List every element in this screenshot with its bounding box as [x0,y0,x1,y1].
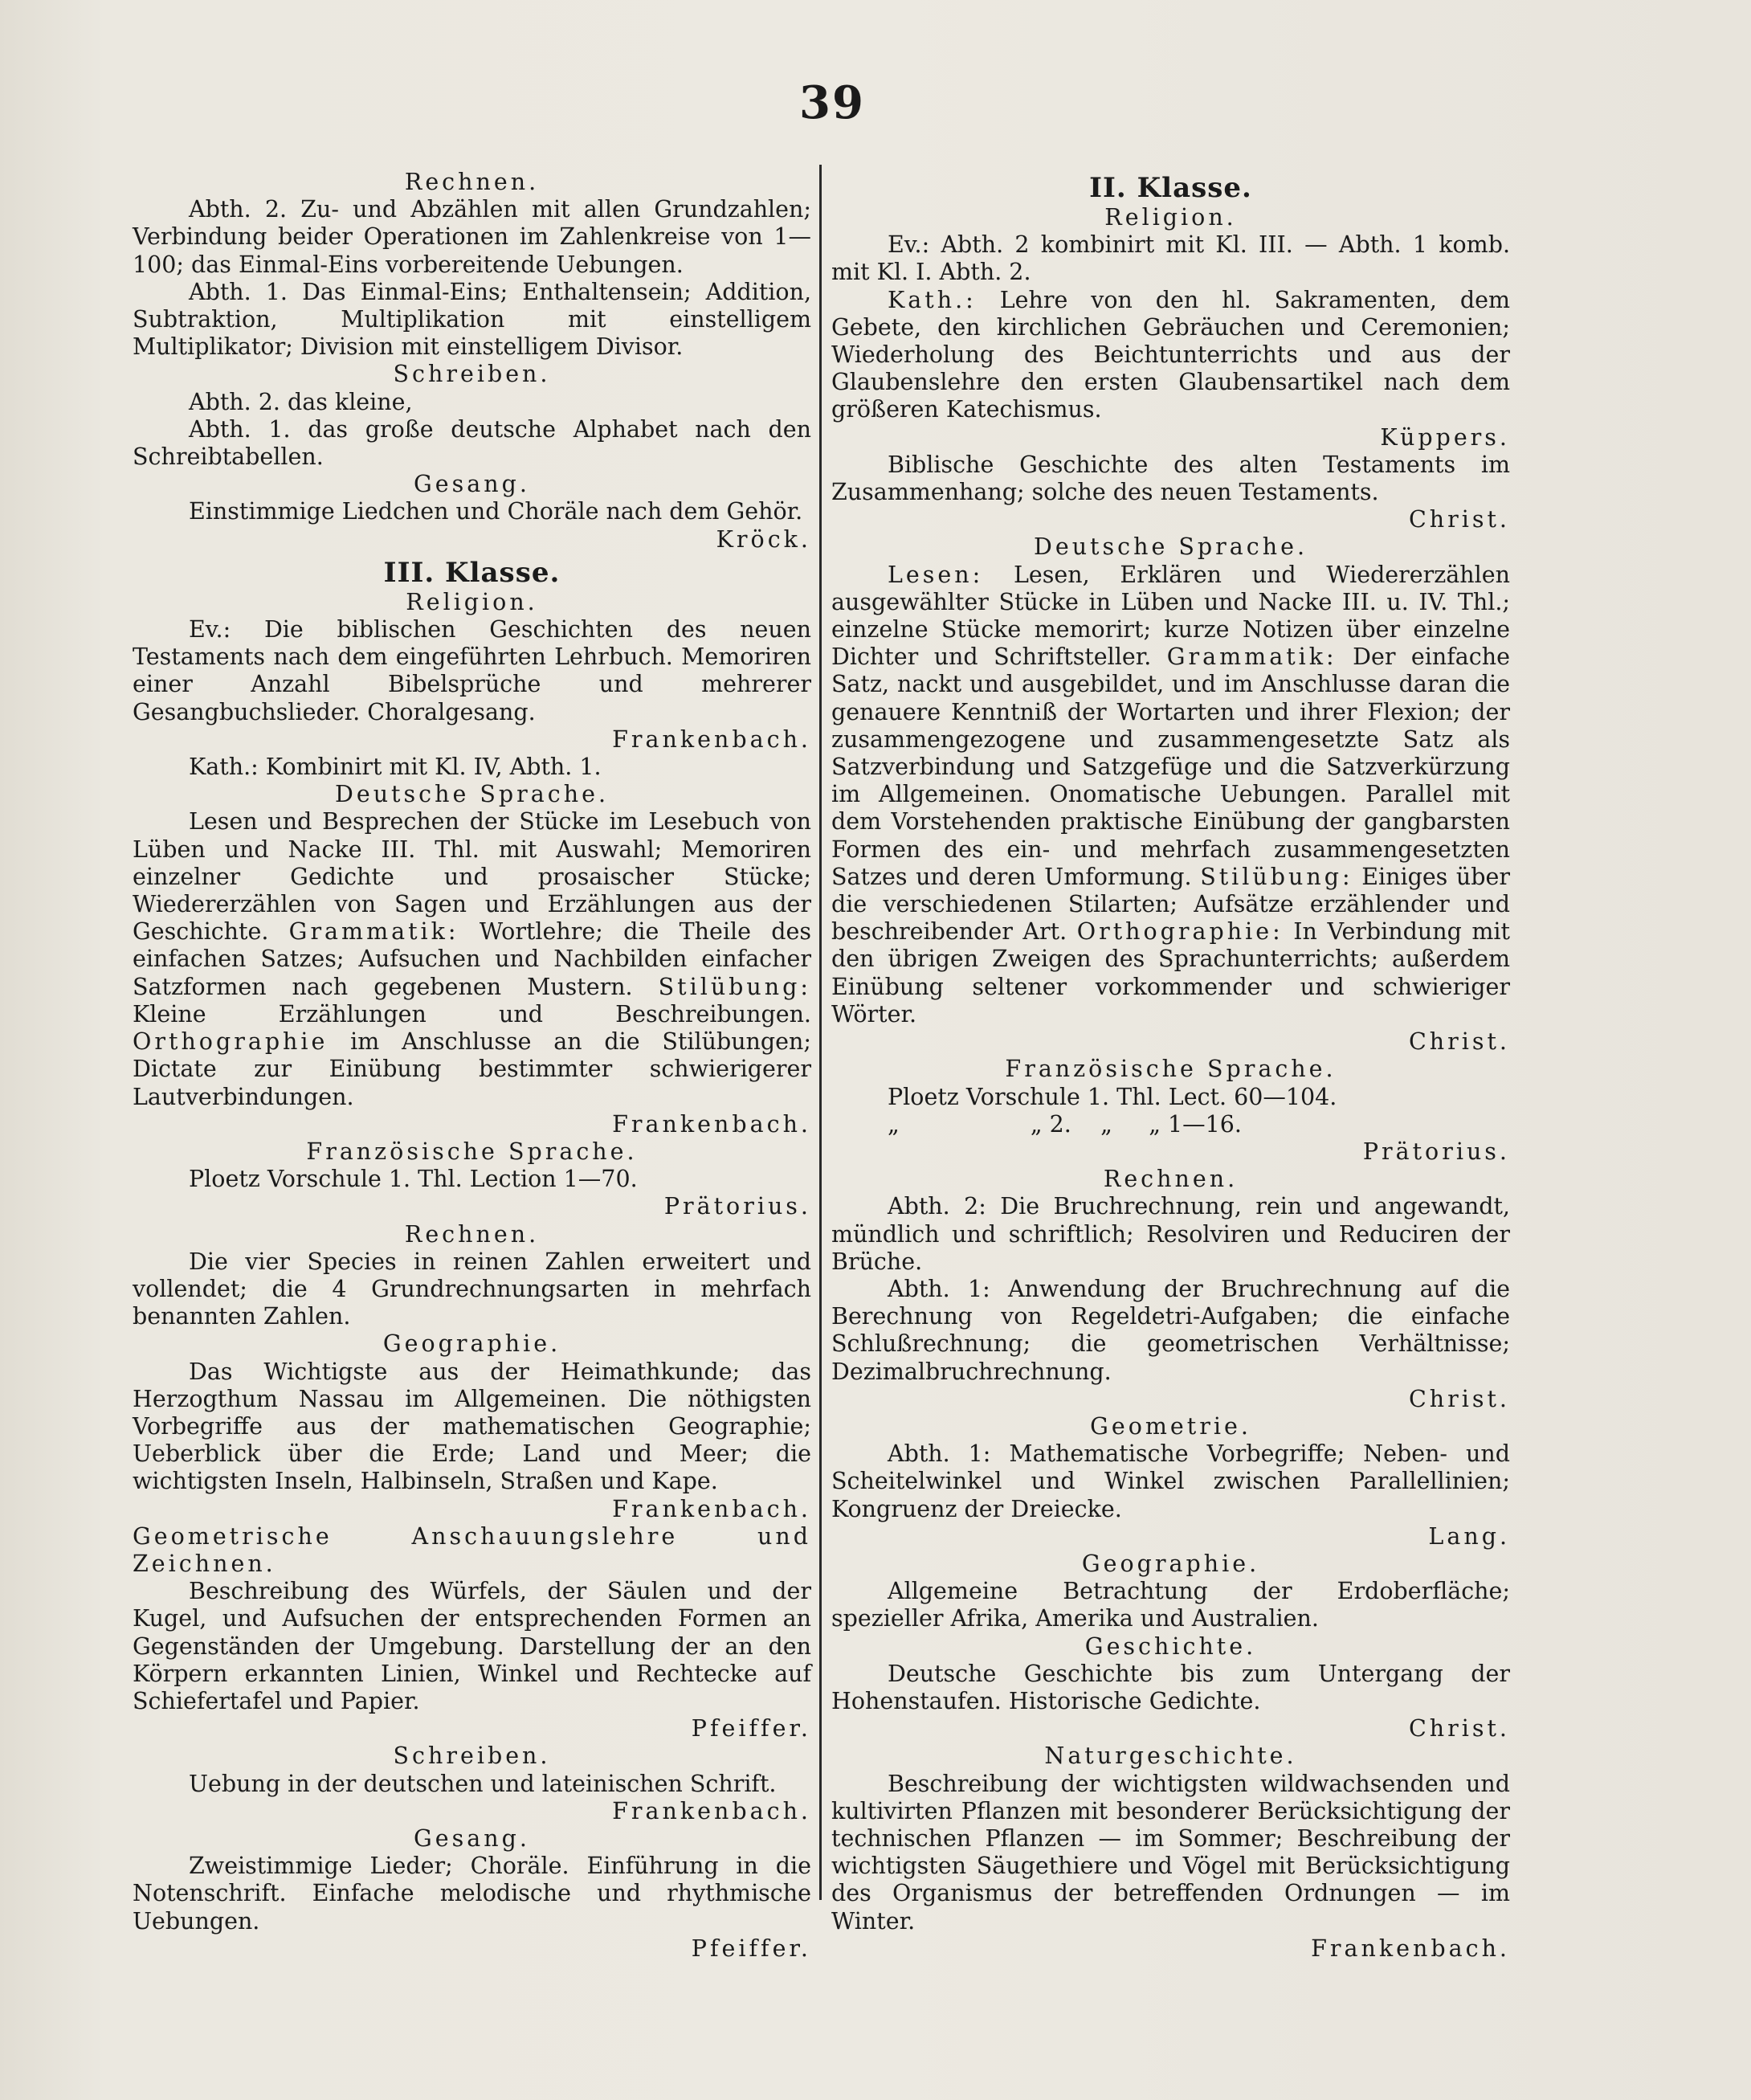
teacher-signature: Lang. [1428,1522,1510,1550]
rechnen-paragraph: Abth. 1. Das Einmal-Eins; Enthaltensein; Addition, Subtraktion, Multiplikation mit einstelligem Multiplikator; Division mit einstelligem Divisor. [133,278,811,361]
deutsch-heading: Deutsche Sprache. [334,781,610,808]
geschichte-paragraph: Deutsche Geschichte bis zum Untergang der Hohenstaufen. Historische Gedichte. [831,1660,1510,1714]
orthographie-text: In Verbindung mit den übrigen Zweigen des Sprachunterrichts; außerdem Einübung seltener vorkommender und schwieriger Wörter. [831,918,1511,1028]
geometrie-heading: Geometrie. [1090,1412,1251,1440]
kath-text: Lehre von den hl. Sakramenten, dem Gebete, den kirchlichen Gebräuchen und Ceremonien; Wiederholung des Beichtunterrichts und aus der Glaubenslehre den ersten Glaubensartikel nach dem größeren Katechismus. [831,286,1511,423]
rechnen-heading: Rechnen. [404,1220,540,1248]
rechnen-paragraph: Die vier Species in reinen Zahlen erweitert und vollendet; die 4 Grundrechnungsarten in mehrfach benannten Zahlen. [133,1248,811,1330]
religion-paragraph: Ev.: Abth. 2 kombinirt mit Kl. III. — Abth. 1 komb. mit Kl. I. Abth. 2. [831,231,1510,286]
deutsch-paragraph [831,562,1510,1028]
teacher-signature: Christ. [1408,1715,1510,1743]
teacher-signature: Christ. [1408,506,1510,533]
orthographie-label: Orthographie: [1076,918,1284,946]
grammatik-text: Wortlehre; die Theile des einfachen Satzes; Aufsuchen und Nachbilden einfacher Satzformen nach gegebenen Mustern. [133,918,811,1000]
religion-paragraph: Ev.: Die biblischen Geschichten des neuen Testaments nach dem eingeführten Lehrbuch. Memoriren einer Anzahl Bibelsprüche und mehrerer Gesangbuchslieder. Choralgesang. [133,616,811,725]
franz-line: Ploetz Vorschule 1. Thl. Lection 1—70. [189,1166,638,1193]
gesang-paragraph: Einstimmige Liedchen und Choräle nach dem Gehör. [189,498,803,525]
grammatik-text: Der einfache Satz, nackt und ausgebildet, und im Anschlusse daran die genauere Kenntniß der Wortarten und ihrer Flexion; der zusammengezogene und zusammengesetzte Satz als Satzverbindung und Satzgefüge und die Satzverkürzung im Allgemeinen. Onomatische Uebungen. Parallel mit dem Vorstehenden praktische Einübung der gangbarsten Formen des ein- und mehrfach zusammengesetzten Satzes und deren Umformung. [831,643,1510,890]
teacher-signature: Prätorius. [1362,1138,1510,1165]
teacher-signature: Frankenbach. [1311,1935,1510,1962]
schreiben-paragraph: Uebung in der deutschen und lateinischen Schrift. [189,1770,777,1797]
teacher-signature: Prätorius. [663,1193,811,1220]
geometrie-paragraph: Beschreibung des Würfels, der Säulen und der Kugel, und Aufsuchen der entsprechenden Formen an Gegenständen der Umgebung. Darstellung der an den Körpern erkannten Linien, Winkel und Rechtecke auf Schiefertafel und Papier. [133,1578,811,1714]
orthographie-label: Orthographie [133,1028,329,1056]
ditto-mark: „ [1100,1110,1112,1138]
teacher-signature: Frankenbach. [612,1495,811,1522]
stiluebung-text: Kleine Erzählungen und Beschreibungen. [133,1000,811,1028]
rechnen-paragraph: Abth. 2: Die Bruchrechnung, rein und angewandt, mündlich und schriftlich; Resolviren und Reduciren der Brüche. [831,1193,1510,1275]
geometrie-paragraph: Abth. 1: Mathematische Vorbegriffe; Neben- und Scheitelwinkel und Winkel zwischen Parallellinien; Kongruenz der Dreiecke. [831,1440,1510,1522]
geographie-paragraph: Das Wichtigste aus der Heimathkunde; das Herzogthum Nassau im Allgemeinen. Die nöthigsten Vorbegriffe aus der mathematischen Geographie; Ueberblick über die Erde; Land und Meer; die wichtigsten Inseln, Halbinseln, Straßen und Kape. [133,1358,811,1495]
gesang-heading: Gesang. [414,471,530,498]
franz-heading: Französische Sprache. [1005,1056,1337,1083]
ditto-text: „ 2. [1030,1110,1071,1138]
ditto-mark: „ [888,1110,900,1138]
rechnen-heading: Rechnen. [404,169,540,195]
schreiben-heading: Schreiben. [393,361,551,388]
deutsch-heading: Deutsche Sprache. [1033,533,1308,561]
page-number: 39 [799,76,865,129]
rechnen-paragraph: Abth. 2. Zu- und Abzählen mit allen Grundzahlen; Verbindung beider Operationen im Zahlenkreise von 1—100; das Einmal-Eins vorbereitende Uebungen. [133,196,811,278]
ditto-text: „ 1—16. [1149,1110,1242,1138]
teacher-signature: Kröck. [716,525,811,553]
gesang-paragraph: Zweistimmige Lieder; Choräle. Einführung in die Notenschrift. Einfache melodische und rhythmische Uebungen. [133,1853,811,1935]
rechnen-heading: Rechnen. [1103,1166,1239,1193]
teacher-signature: Frankenbach. [612,1110,811,1138]
stiluebung-label: Stilübung: [658,973,811,1000]
geometrie-heading: Geometrische Anschauungslehre und Zeichnen. [133,1522,811,1577]
gesang-heading: Gesang. [414,1824,530,1852]
teacher-signature: Christ. [1408,1385,1510,1412]
column-divider [819,165,822,1900]
franz-line-ditto [831,1111,1510,1138]
franz-line: Ploetz Vorschule 1. Thl. Lect. 60—104. [888,1083,1337,1110]
geographie-heading: Geographie. [382,1330,561,1358]
religion-paragraph [831,287,1510,424]
lesen-text: Lesen, Erklären und Wiedererzählen ausgewählter Stücke in Lüben und Nacke III. u. IV. Thl.; einzelne Stücke memorirt; kurze Notizen über einzelne Dichter und Schriftsteller. [831,561,1510,671]
orthographie-text: im Anschlusse an die Stilübungen; Dictate zur Einübung bestimmter schwierigerer Lautverbindungen. [133,1028,811,1110]
geschichte-heading: Geschichte. [1084,1632,1257,1660]
class-heading: III. Klasse. [383,556,561,589]
deutsch-text: Lesen und Besprechen der Stücke im Lesebuch von Lüben und Nacke III. Thl. mit Auswahl; Memoriren einzelner Gedichte und prosaischer Stücke; Wiedererzählen von Sagen und Erzählungen aus der Geschichte. [133,808,811,946]
grammatik-label: Grammatik: [288,918,459,946]
religion-paragraph: Biblische Geschichte des alten Testaments im Zusammenhang; solche des neuen Testaments. [831,451,1510,506]
schreiben-heading: Schreiben. [393,1743,551,1770]
stiluebung-label: Stilübung: [1200,863,1353,890]
teacher-signature: Pfeiffer. [691,1715,811,1743]
religion-heading: Religion. [1104,204,1237,231]
teacher-signature: Frankenbach. [612,1797,811,1824]
geographie-heading: Geographie. [1081,1550,1260,1577]
teacher-signature: Küppers. [1380,423,1510,451]
religion-heading: Religion. [406,588,538,615]
geographie-paragraph: Allgemeine Betrachtung der Erdoberfläche; spezieller Afrika, Amerika und Australien. [831,1578,1510,1632]
deutsch-paragraph [133,808,811,1110]
franz-heading: Französische Sprache. [306,1138,638,1165]
left-column [133,169,811,1963]
teacher-signature: Christ. [1408,1028,1510,1056]
schreiben-paragraph: Abth. 2. das kleine, [189,388,413,415]
naturgeschichte-heading: Naturgeschichte. [1044,1743,1297,1770]
rechnen-paragraph: Abth. 1: Anwendung der Bruchrechnung auf die Berechnung von Regeldetri-Aufgaben; die einfache Schlußrechnung; die geometrischen Verhältnisse; Dezimalbruchrechnung. [831,1275,1510,1385]
kath-label: Kath.: [888,286,977,313]
teacher-signature: Pfeiffer. [691,1935,811,1962]
class-heading: II. Klasse. [1089,172,1252,204]
naturgeschichte-paragraph: Beschreibung der wichtigsten wildwachsenden und kultivirten Pflanzen mit besonderer Berücksichtigung der technischen Pflanzen — im Sommer; Beschreibung der wichtigsten Säugethiere und Vögel mit Berücksichtigung des Organismus der betreffenden Ordnungen — im Winter. [831,1770,1510,1935]
grammatik-label: Grammatik: [1166,643,1337,671]
schreiben-paragraph: Abth. 1. das große deutsche Alphabet nach den Schreibtabellen. [133,415,811,471]
stiluebung-text: Einiges über die verschiedenen Stilarten; Aufsätze erzählender und beschreibender Art. [831,863,1511,946]
right-column [831,169,1510,1963]
lesen-label: Lesen: [888,561,984,588]
religion-paragraph: Kath.: Kombinirt mit Kl. IV, Abth. 1. [189,754,602,781]
teacher-signature: Frankenbach. [612,725,811,753]
